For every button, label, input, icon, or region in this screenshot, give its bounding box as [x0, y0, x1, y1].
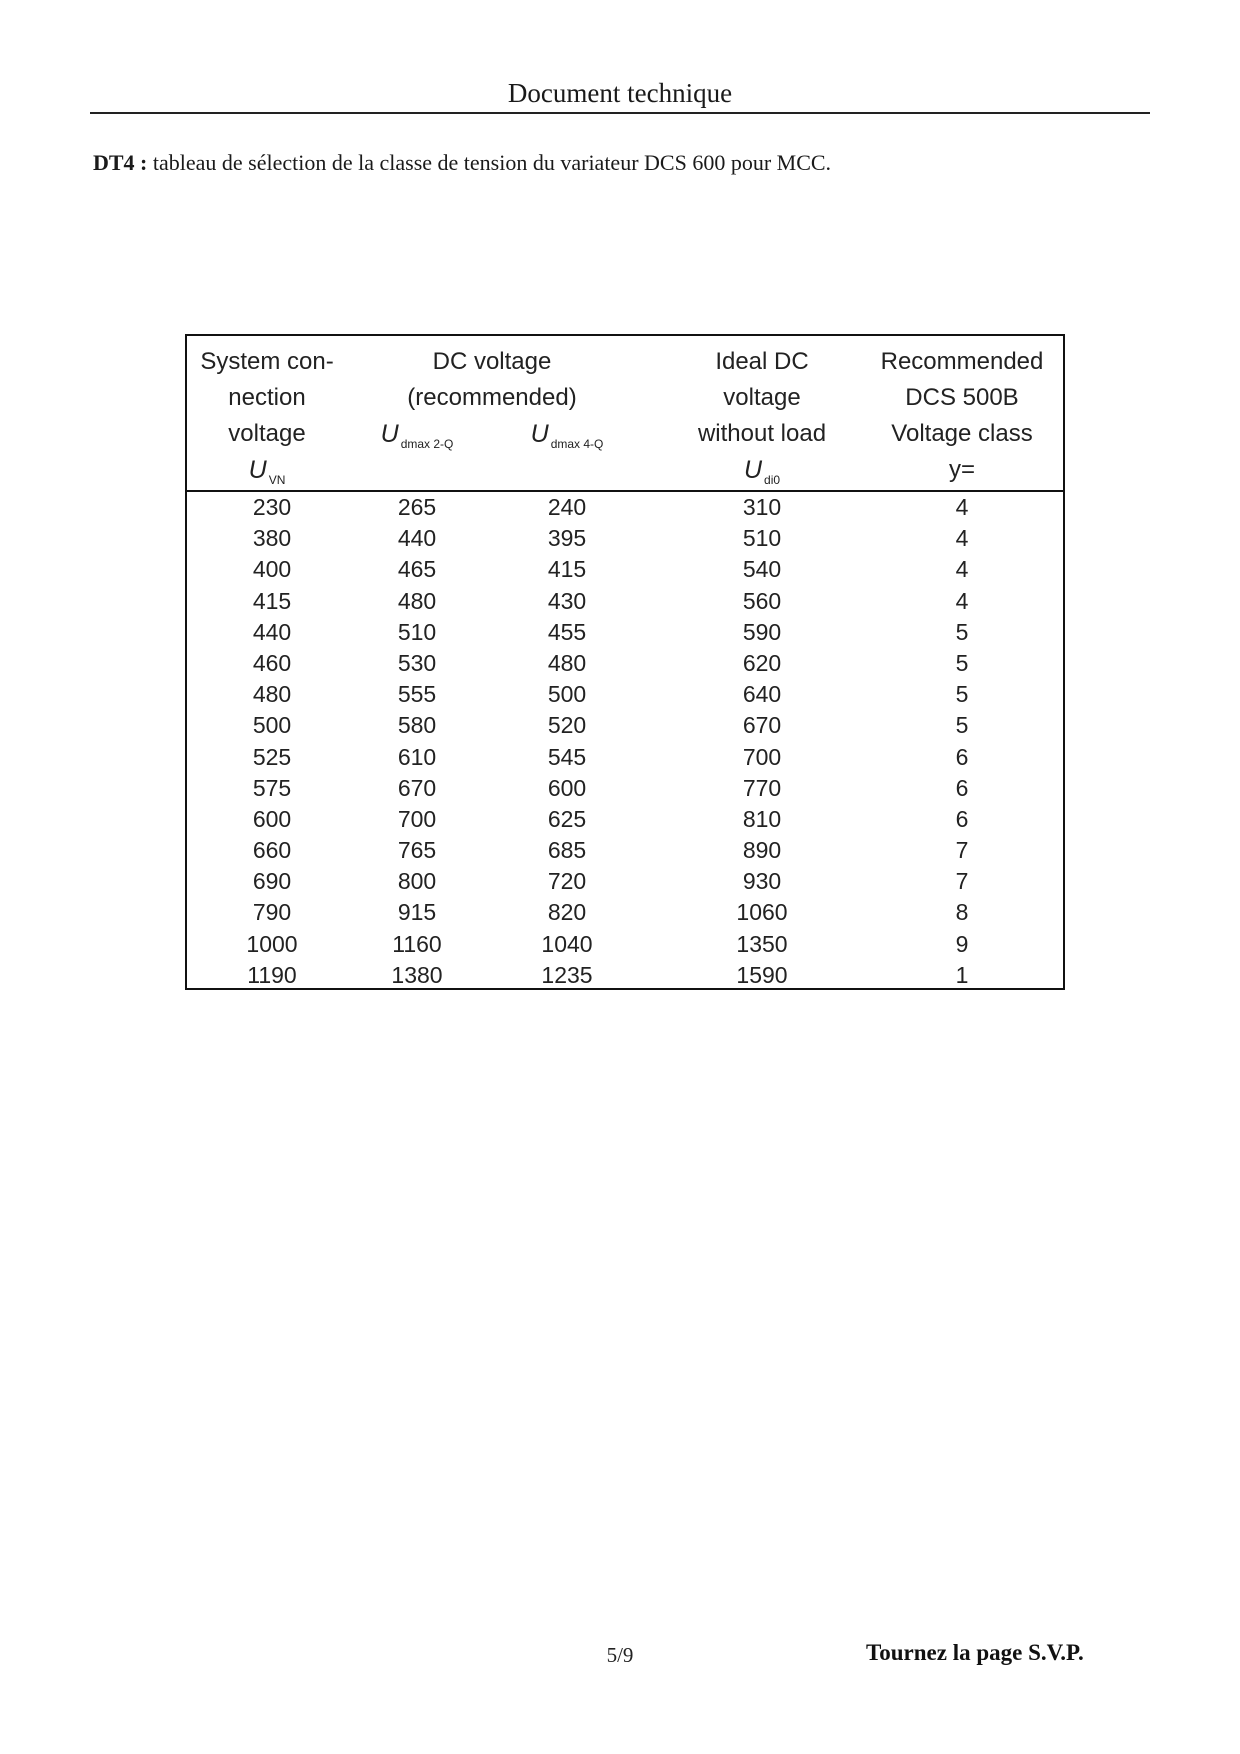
cell-udmax-4q: 240 — [547, 494, 587, 520]
header-symbol: U $_{VN}$ — [248, 456, 286, 487]
header-line: Ideal DC — [715, 348, 809, 375]
cell-udmax-2q: 465 — [397, 556, 437, 583]
cell-voltage-class: 6 — [955, 805, 969, 832]
cell-uvn: 415 — [252, 587, 292, 614]
header-divider — [90, 112, 1150, 114]
cell-udmax-2q: 580 — [397, 712, 437, 739]
table-row — [187, 523, 1063, 554]
cell-voltage-class: 7 — [955, 837, 969, 864]
cell-udmax-4q: 820 — [547, 899, 587, 926]
cell-udmax-4q: 395 — [547, 525, 587, 552]
header-symbol: U $_{di0}$ — [743, 456, 781, 487]
table-body — [187, 492, 1063, 991]
cell-udmax-4q: 625 — [547, 805, 587, 832]
page-header-title: Document technique — [507, 78, 733, 108]
table-row — [187, 773, 1063, 804]
cell-voltage-class: 4 — [955, 556, 969, 583]
cell-udmax-2q: 670 — [397, 774, 437, 801]
turn-page-note: Tournez la page S.V.P. — [866, 1640, 1084, 1665]
cell-udmax-4q: 1040 — [541, 930, 593, 957]
cell-udmax-4q: 720 — [547, 868, 587, 895]
cell-voltage-class: 1 — [955, 961, 969, 988]
cell-uvn: 525 — [252, 743, 292, 770]
header-line: DCS 500B — [905, 384, 1019, 411]
cell-voltage-class: 6 — [955, 743, 969, 770]
table-row — [187, 960, 1063, 991]
cell-uvn: 230 — [252, 494, 292, 520]
cell-udmax-2q: 915 — [397, 899, 437, 926]
voltage-class-table — [185, 334, 1065, 990]
cell-udi0: 1590 — [736, 961, 788, 988]
header-line: DC voltage — [432, 348, 552, 375]
header-line: nection voltage — [228, 384, 306, 447]
cell-udi0: 1060 — [736, 899, 788, 926]
cell-voltage-class: 8 — [955, 899, 969, 926]
header-system-connection-voltage — [187, 344, 347, 498]
cell-voltage-class: 5 — [955, 681, 969, 708]
header-udmax-2q: U $_{dmax 2-Q}$ — [380, 420, 454, 451]
cell-uvn: 460 — [252, 649, 292, 676]
cell-udmax-2q: 610 — [397, 743, 437, 770]
cell-udmax-4q: 1235 — [541, 961, 593, 988]
cell-udi0: 770 — [742, 774, 782, 801]
cell-udmax-4q: 600 — [547, 774, 587, 801]
header-line: Recommended — [880, 348, 1044, 375]
cell-uvn: 1000 — [246, 930, 298, 957]
cell-voltage-class: 4 — [955, 494, 969, 520]
cell-udi0: 930 — [742, 868, 782, 895]
cell-udmax-2q: 265 — [397, 494, 437, 520]
cell-voltage-class: 5 — [955, 618, 969, 645]
table-header — [187, 336, 1063, 492]
table-row — [187, 929, 1063, 960]
header-line: Voltage class — [891, 420, 1033, 447]
cell-uvn: 500 — [252, 712, 292, 739]
header-line: y= — [948, 456, 975, 483]
cell-udmax-2q: 510 — [397, 618, 437, 645]
cell-udmax-4q: 520 — [547, 712, 587, 739]
cell-uvn: 600 — [252, 805, 292, 832]
table-row — [187, 617, 1063, 648]
header-recommended-voltage-class — [877, 344, 1047, 488]
cell-udmax-4q: 415 — [547, 556, 587, 583]
cell-udi0: 590 — [742, 618, 782, 645]
table-row — [187, 835, 1063, 866]
table-row — [187, 554, 1063, 585]
cell-udmax-2q: 700 — [397, 805, 437, 832]
cell-udi0: 810 — [742, 805, 782, 832]
subtitle-text: tableau de sélection de la classe de tension du variateur DCS 600 pour MCC. — [147, 150, 832, 175]
cell-udi0: 890 — [742, 837, 782, 864]
header-dc-voltage — [367, 344, 617, 416]
cell-voltage-class: 6 — [955, 774, 969, 801]
cell-udi0: 560 — [742, 587, 782, 614]
page-number: 5/9 — [606, 1643, 634, 1667]
cell-udmax-4q: 685 — [547, 837, 587, 864]
table-row — [187, 742, 1063, 773]
cell-udi0: 640 — [742, 681, 782, 708]
table-row — [187, 492, 1063, 523]
header-line: System con- — [200, 348, 334, 375]
header-line: voltage — [723, 384, 801, 411]
cell-voltage-class: 4 — [955, 587, 969, 614]
cell-voltage-class: 5 — [955, 712, 969, 739]
table-row — [187, 866, 1063, 897]
cell-uvn: 660 — [252, 837, 292, 864]
cell-udmax-4q: 455 — [547, 618, 587, 645]
cell-voltage-class: 9 — [955, 930, 969, 957]
cell-udmax-2q: 480 — [397, 587, 437, 614]
document-subtitle — [93, 150, 831, 176]
cell-udi0: 540 — [742, 556, 782, 583]
cell-udmax-2q: 765 — [397, 837, 437, 864]
table-row — [187, 710, 1063, 741]
cell-udmax-2q: 555 — [397, 681, 437, 708]
cell-udmax-2q: 1380 — [391, 961, 443, 988]
table-row — [187, 586, 1063, 617]
cell-udmax-4q: 480 — [547, 649, 587, 676]
header-line: without load — [697, 420, 827, 447]
cell-udmax-4q: 545 — [547, 743, 587, 770]
cell-udi0: 670 — [742, 712, 782, 739]
subtitle-tag: DT4 : — [93, 150, 148, 175]
cell-uvn: 790 — [252, 899, 292, 926]
cell-udmax-4q: 500 — [547, 681, 587, 708]
cell-uvn: 480 — [252, 681, 292, 708]
cell-uvn: 690 — [252, 868, 292, 895]
cell-udi0: 700 — [742, 743, 782, 770]
header-ideal-dc-voltage — [687, 344, 837, 498]
cell-uvn: 400 — [252, 556, 292, 583]
cell-udmax-2q: 800 — [397, 868, 437, 895]
table-row — [187, 648, 1063, 679]
cell-udi0: 310 — [742, 494, 782, 520]
cell-udmax-2q: 530 — [397, 649, 437, 676]
cell-udmax-2q: 1160 — [392, 930, 442, 957]
cell-udi0: 1350 — [736, 930, 788, 957]
header-line: (recommended) — [407, 384, 577, 411]
table-row — [187, 897, 1063, 928]
cell-voltage-class: 7 — [955, 868, 969, 895]
cell-uvn: 380 — [252, 525, 292, 552]
header-udmax-4q: U $_{dmax 4-Q}$ — [530, 420, 604, 451]
cell-voltage-class: 5 — [955, 649, 969, 676]
table-row — [187, 679, 1063, 710]
cell-udmax-2q: 440 — [397, 525, 437, 552]
cell-voltage-class: 4 — [955, 525, 969, 552]
cell-udmax-4q: 430 — [547, 587, 587, 614]
table-row — [187, 804, 1063, 835]
cell-uvn: 575 — [252, 774, 292, 801]
cell-uvn: 1190 — [247, 961, 297, 988]
cell-uvn: 440 — [252, 618, 292, 645]
cell-udi0: 620 — [742, 649, 782, 676]
cell-udi0: 510 — [742, 525, 782, 552]
